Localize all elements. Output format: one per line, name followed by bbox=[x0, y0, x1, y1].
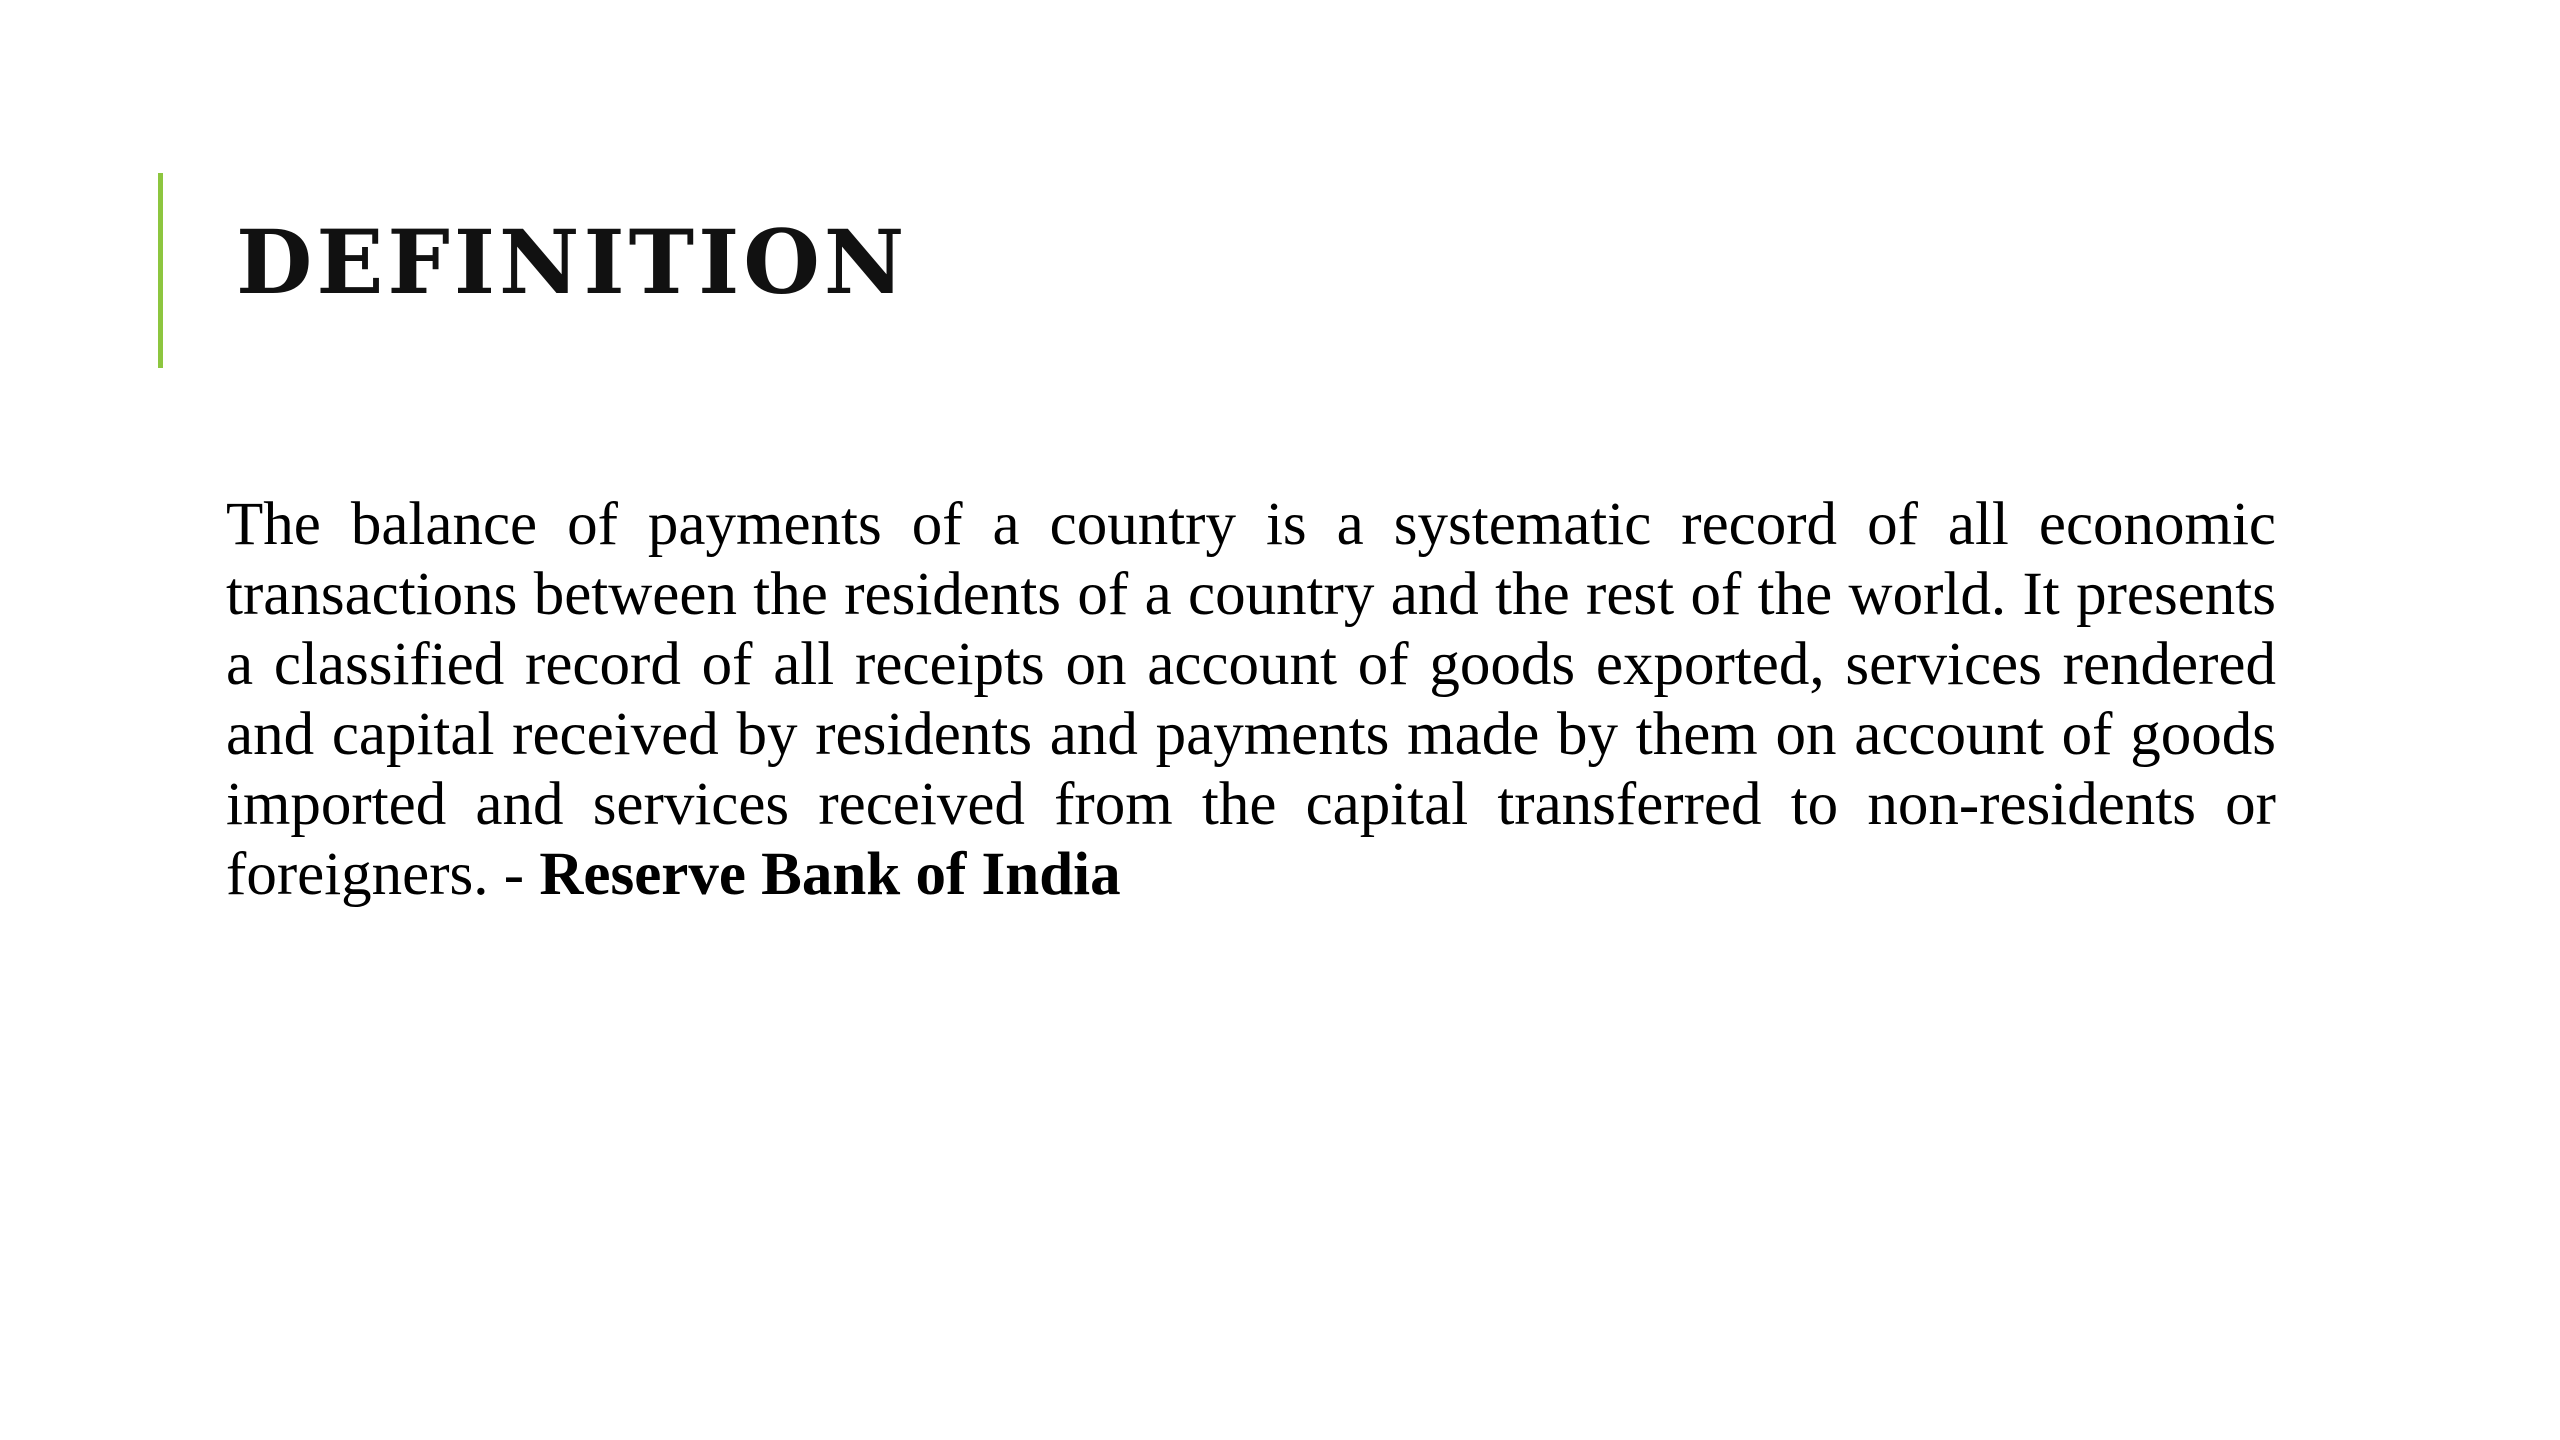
definition-text: The balance of payments of a country is a systematic record of all economic transactions between the residents of a country and the rest of the world. It presents a classified record of all receipts on account of goods exported, services rendered and capital received by residents and payments made by them on account of goods imported and services received from the capital transferred to non-residents or foreigners. - bbox=[226, 491, 2276, 908]
title-accent-bar bbox=[158, 173, 163, 368]
definition-paragraph bbox=[226, 490, 2276, 910]
definition-source: Reserve Bank of India bbox=[539, 841, 1121, 908]
slide-title: definition bbox=[236, 175, 909, 323]
